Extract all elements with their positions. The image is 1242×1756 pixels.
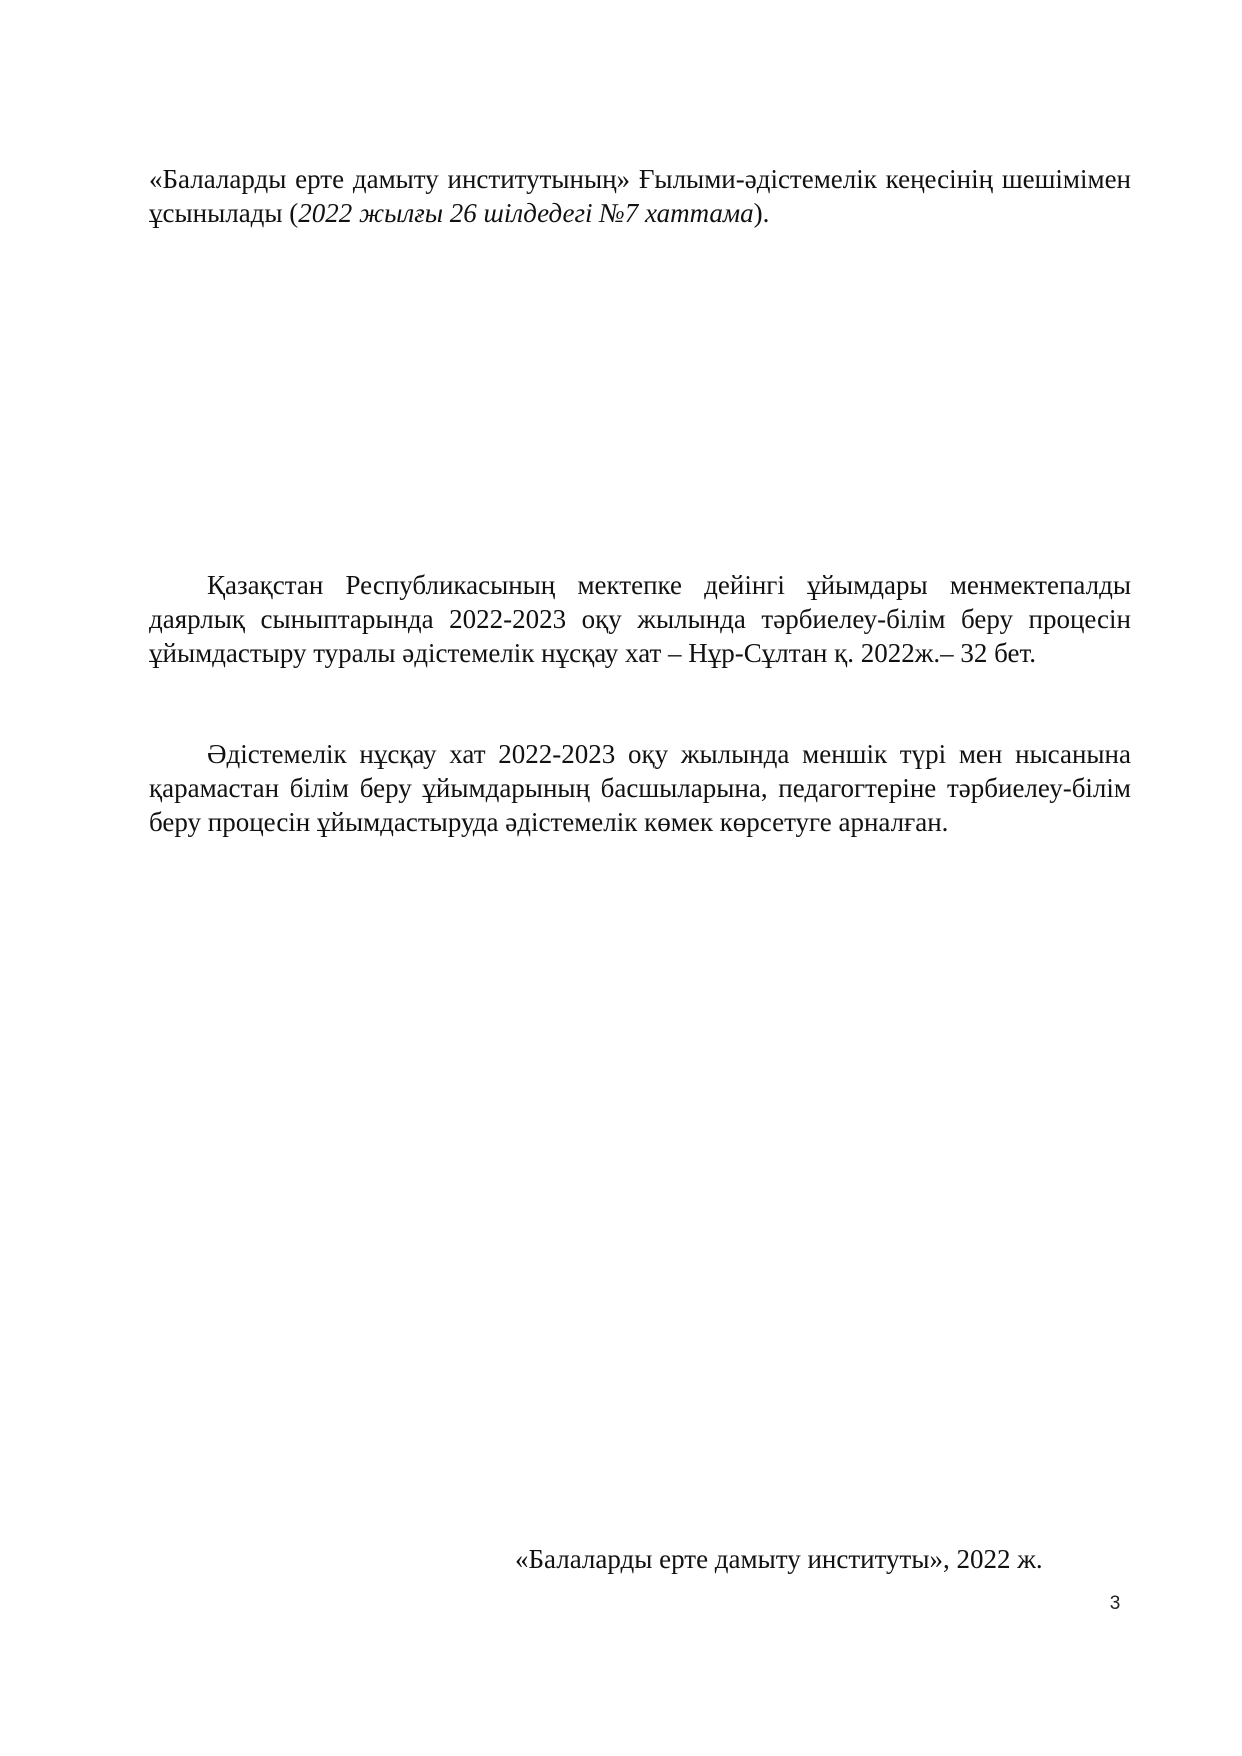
approval-statement (149, 162, 1131, 230)
page-number: 3 (1109, 1593, 1121, 1614)
purpose-note: Әдістемелік нұсқау хат 2022-2023 оқу жылында меншік түрі мен нысанына қарамастан білім беру ұйымдарының басшыларына, педагогтеріне тәрбиелеу-білім беру процесін ұйымдастыруда әдістемелік көмек көрсетуге арналған. (149, 739, 1131, 837)
approval-tail-text: ). (753, 198, 770, 228)
publisher-imprint: «Балаларды ерте дамыту институты», 2022 ж. (515, 1544, 1043, 1574)
bibliographic-note: Қазақстан Республикасының мектепке дейінгі ұйымдары менмектепалды даярлық сыныптарында 2022-2023 оқу жылында тәрбиелеу-білім беру процесін ұйымдастыру туралы әдістемелік нұсқау хат – Нұр-Сұлтан қ. 2022ж.– 32 бет. (149, 570, 1131, 668)
protocol-reference: 2022 жылғы 26 шілдедегі №7 хаттама (298, 198, 754, 228)
approval-lead-text: «Балаларды ерте дамыту институтының» Ғылыми-әдістемелік кеңесінің шешімімен ұсынылады ( (149, 164, 1131, 228)
